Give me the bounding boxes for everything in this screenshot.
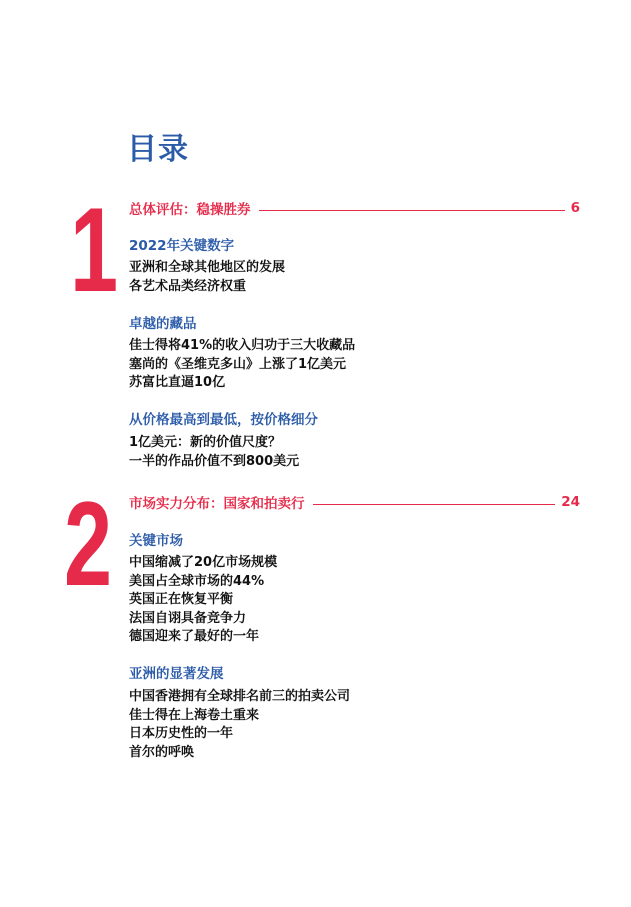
toc-item[interactable]: 各艺术品类经济权重 <box>129 278 247 294</box>
group-title: 关键市场 <box>129 533 183 549</box>
section-number-2: 2 <box>64 477 113 611</box>
toc-item[interactable]: 日本历史性的一年 <box>129 726 234 741</box>
toc-item[interactable]: 一半的作品价值不到800美元 <box>129 453 300 469</box>
page-title: 目录 <box>127 132 189 167</box>
section-2-heading: 市场实力分布：国家和拍卖行 <box>129 496 305 512</box>
toc-item[interactable]: 首尔的呼唤 <box>129 744 195 760</box>
leader-rule <box>259 210 565 211</box>
group-items <box>129 337 355 393</box>
toc-item[interactable]: 中国香港拥有全球排名前三的拍卖公司 <box>129 689 351 704</box>
toc-item[interactable]: 德国迎来了最好的一年 <box>129 629 260 644</box>
toc-item[interactable]: 塞尚的《圣维克多山》上涨了1亿美元 <box>129 356 347 372</box>
toc-item[interactable]: 佳士得在上海卷土重来 <box>129 707 260 723</box>
group-items <box>129 688 350 762</box>
toc-item[interactable]: 苏富比直逼10亿 <box>129 375 226 390</box>
group-title: 从价格最高到最低，按价格细分 <box>129 412 318 428</box>
section-2-heading-row[interactable] <box>129 492 580 512</box>
toc-item[interactable]: 亚洲和全球其他地区的发展 <box>129 260 286 275</box>
section-number-1: 1 <box>70 183 119 317</box>
group-items <box>129 434 299 471</box>
group-title: 2022年关键数字 <box>129 238 235 254</box>
section-1-heading-row[interactable] <box>129 198 580 218</box>
leader-rule <box>313 504 556 505</box>
group-title: 卓越的藏品 <box>129 316 197 332</box>
toc-item[interactable]: 英国正在恢复平衡 <box>129 592 234 607</box>
section-1-heading: 总体评估：稳操胜券 <box>129 202 251 218</box>
toc-item[interactable]: 1亿美元：新的价值尺度？ <box>129 435 282 450</box>
section-1-page: 6 <box>570 200 580 216</box>
toc-item[interactable]: 法国自诩具备竞争力 <box>129 610 247 626</box>
section-2-page: 24 <box>561 494 580 510</box>
toc-item[interactable]: 佳士得将41%的收入归功于三大收藏品 <box>129 338 356 353</box>
group-title: 亚洲的显著发展 <box>129 666 224 682</box>
toc-item[interactable]: 美国占全球市场的44% <box>129 573 265 589</box>
group-items <box>129 554 277 647</box>
group-items <box>129 259 285 296</box>
toc-item[interactable]: 中国缩减了20亿市场规模 <box>129 555 278 570</box>
